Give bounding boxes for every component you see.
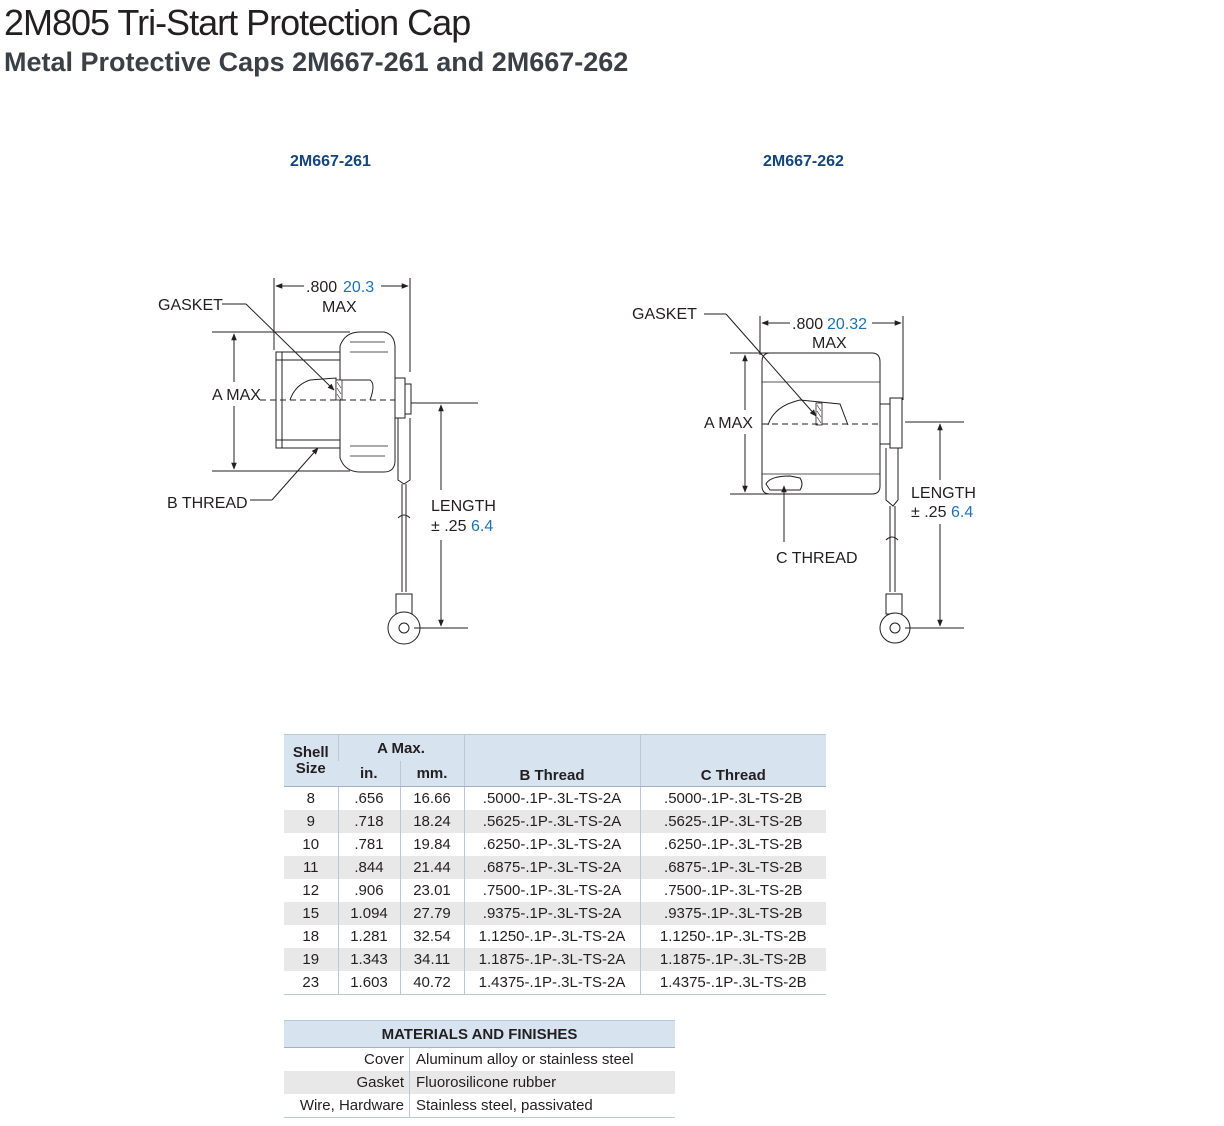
cell-shell: 23	[284, 971, 338, 995]
cell-b-thread: .6250-.1P-.3L-TS-2A	[464, 833, 640, 856]
material-value: Fluorosilicone rubber	[410, 1071, 676, 1094]
cell-in: .781	[338, 833, 400, 856]
cell-mm: 23.01	[400, 879, 464, 902]
material-item: Gasket	[284, 1071, 410, 1094]
right-amax-label: A MAX	[704, 415, 753, 432]
header-mm: mm.	[400, 761, 464, 787]
cell-b-thread: .7500-.1P-.3L-TS-2A	[464, 879, 640, 902]
page-title: 2M805 Tri-Start Protection Cap	[4, 2, 471, 43]
material-item: Wire, Hardware	[284, 1094, 410, 1118]
header-shell-size	[284, 735, 338, 787]
table-row	[284, 833, 826, 856]
materials-title: MATERIALS AND FINISHES	[284, 1021, 675, 1048]
cell-shell: 10	[302, 836, 320, 853]
table-row	[284, 902, 826, 925]
cell-mm: 40.72	[400, 971, 464, 995]
header-shell-size-text: Shell Size	[292, 743, 329, 777]
cell-mm: 19.84	[400, 833, 464, 856]
cell-mm: 18.24	[400, 810, 464, 833]
cell-shell: 9	[284, 810, 338, 833]
table-row	[284, 856, 826, 879]
left-bthread-label: B THREAD	[167, 495, 248, 512]
cell-in: .718	[338, 810, 400, 833]
cell-mm: 34.11	[400, 948, 464, 971]
cell-shell: 15	[284, 902, 338, 925]
table-row	[284, 879, 826, 902]
spec-table	[284, 734, 826, 995]
material-item: Cover	[284, 1048, 410, 1072]
cell-shell: 8	[306, 790, 315, 807]
right-length-label: LENGTH	[911, 485, 976, 502]
cell-in: 1.603	[338, 971, 400, 995]
cell-b-thread: .5625-.1P-.3L-TS-2A	[464, 810, 640, 833]
table-row	[284, 971, 826, 995]
left-length-label: LENGTH	[431, 498, 496, 515]
drawing-label-right: 2M667-262	[763, 153, 844, 170]
left-gasket-label: GASKET	[158, 297, 223, 314]
right-cthread-label: C THREAD	[776, 550, 858, 567]
cell-mm: 21.44	[400, 856, 464, 879]
table-row	[284, 1048, 675, 1072]
cell-in: .656	[338, 787, 400, 811]
material-value: Stainless steel, passivated	[410, 1094, 676, 1118]
right-gasket-label: GASKET	[632, 306, 697, 323]
cell-c-thread: .5625-.1P-.3L-TS-2B	[640, 810, 826, 833]
header-a-max: A Max.	[338, 735, 464, 762]
table-row	[284, 1071, 675, 1094]
cell-b-thread: 1.4375-.1P-.3L-TS-2A	[464, 971, 640, 995]
cell-c-thread: .7500-.1P-.3L-TS-2B	[640, 879, 826, 902]
left-dim-in: .800	[306, 279, 338, 296]
table-row	[284, 1094, 675, 1118]
cell-shell: 12	[302, 882, 320, 899]
cell-in: .906	[338, 879, 400, 902]
cell-shell: 19	[284, 948, 338, 971]
left-dim-max: MAX	[322, 299, 357, 316]
left-cap-drawing	[212, 278, 478, 644]
cell-mm: 27.79	[400, 902, 464, 925]
drawing-label-left: 2M667-261	[290, 153, 371, 170]
left-tol-in: ± .25	[431, 518, 467, 535]
cell-b-thread: .9375-.1P-.3L-TS-2A	[464, 902, 640, 925]
page-subtitle: Metal Protective Caps 2M667-261 and 2M667-262	[4, 47, 629, 77]
cell-b-thread: 1.1875-.1P-.3L-TS-2A	[464, 948, 640, 971]
table-row	[284, 810, 826, 833]
right-dim-max: MAX	[812, 335, 847, 352]
material-value: Aluminum alloy or stainless steel	[416, 1051, 634, 1068]
cell-in: 1.343	[338, 948, 400, 971]
right-cap-drawing	[704, 314, 964, 643]
cell-c-thread: .5000-.1P-.3L-TS-2B	[640, 787, 826, 811]
left-amax-label: A MAX	[212, 387, 261, 404]
cell-c-thread: 1.1250-.1P-.3L-TS-2B	[640, 925, 826, 948]
cell-b-thread: .5000-.1P-.3L-TS-2A	[464, 787, 640, 811]
cell-in: 1.281	[338, 925, 400, 948]
left-tol-mm: 6.4	[471, 518, 494, 535]
cell-b-thread: .6875-.1P-.3L-TS-2A	[464, 856, 640, 879]
cell-c-thread: 1.1875-.1P-.3L-TS-2B	[640, 948, 826, 971]
cell-b-thread: 1.1250-.1P-.3L-TS-2A	[464, 925, 640, 948]
cell-mm: 32.54	[400, 925, 464, 948]
right-tol-in: ± .25	[911, 504, 947, 521]
right-dim-in: .800	[792, 316, 824, 333]
cell-c-thread: 1.4375-.1P-.3L-TS-2B	[640, 971, 826, 995]
header-in: in.	[338, 761, 400, 787]
cell-in: .844	[338, 856, 400, 879]
cell-shell: 11	[284, 856, 338, 879]
cell-shell: 18	[302, 928, 320, 945]
cell-c-thread: .6875-.1P-.3L-TS-2B	[640, 856, 826, 879]
cell-c-thread: .6250-.1P-.3L-TS-2B	[640, 833, 826, 856]
cell-in: 1.094	[338, 902, 400, 925]
table-row	[284, 948, 826, 971]
right-dim-mm: 20.32	[827, 316, 868, 333]
right-tol-mm: 6.4	[951, 504, 974, 521]
table-row	[284, 787, 826, 811]
left-dim-mm: 20.3	[343, 279, 375, 296]
header-c-thread: C Thread	[640, 735, 826, 787]
cell-c-thread: .9375-.1P-.3L-TS-2B	[640, 902, 826, 925]
cell-mm: 16.66	[400, 787, 464, 811]
header-b-thread: B Thread	[464, 735, 640, 787]
table-row	[284, 925, 826, 948]
materials-table	[284, 1020, 675, 1118]
